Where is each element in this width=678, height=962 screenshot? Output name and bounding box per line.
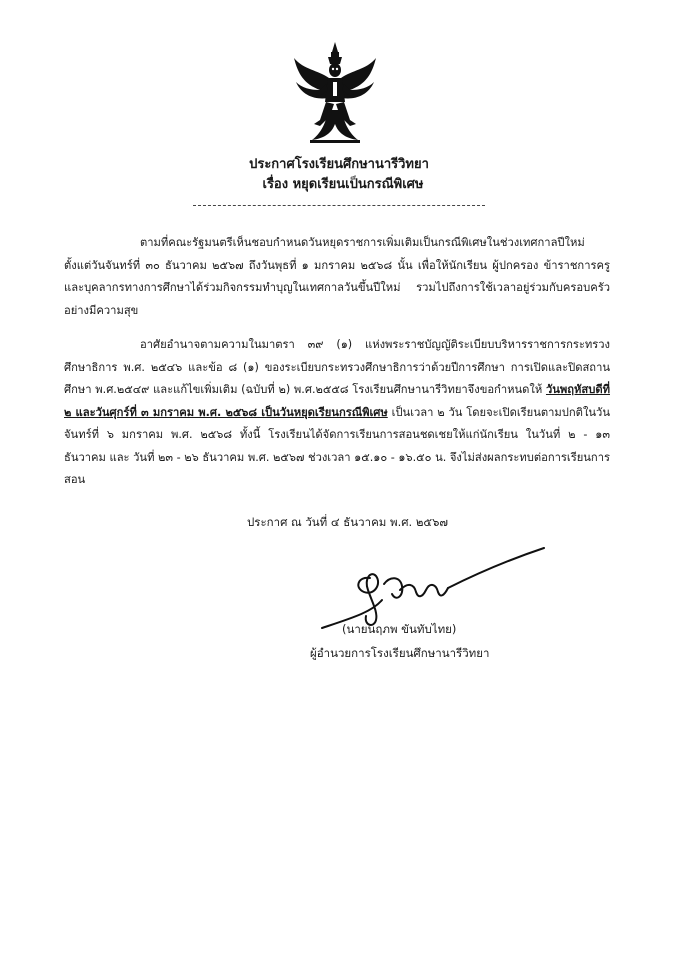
announcement-body [64,232,610,504]
signer-title: ผู้อำนวยการโรงเรียนศึกษานารีวิทยา [310,646,490,660]
holiday-highlight: วันพฤหัสบดีที่ ๒ และวันศุกร์ที่ ๓ มกราคม พ.ศ. ๒๕๖๘ เป็นวันหยุดเรียนกรณีพิเศษ [64,383,610,419]
announcement-subject: เรื่อง หยุดเรียนเป็นกรณีพิเศษ [262,177,424,192]
header-divider [193,205,485,206]
order-text-before: อาศัยอำนาจตามความในมาตรา ๓๙ (๑) แห่งพระราชบัญญัติระเบียบบริหารราชการกระทรวงศึกษาธิการ พ.ศ. ๒๕๔๖ และข้อ ๘ (๑) ของระเบียบกระทรวงศึกษาธิการว่าด้วยปีการศึกษา การเปิดและปิดสถานศึกษา พ.ศ.๒๕๔๙ และแก้ไขเพิ่มเติม (ฉบับที่ ๒) พ.ศ.๒๕๕๘ โรงเรียนศึกษานารีวิทยาจึงขอกำหนดให้ [64,338,610,396]
paragraph-background: ตามที่คณะรัฐมนตรีเห็นชอบกำหนดวันหยุดราชการเพิ่มเติมเป็นกรณีพิเศษในช่วงเทศกาลปีใหม่ ตั้งแต่วันจันทร์ที่ ๓๐ ธันวาคม ๒๕๖๗ ถึงวันพุธที่ ๑ มกราคม ๒๕๖๘ นั้น เพื่อให้นักเรียน ผู้ปกครอง ข้าราชการครูและบุคลากรทางการศึกษาได้ร่วมกิจกรรมทำบุญในเทศกาลวันขึ้นปีใหม่ รวมไปถึงการใช้เวลาอยู่ร่วมกับครอบครัวอย่างมีความสุข [64,236,610,317]
garuda-emblem-icon [290,40,380,145]
document-header [0,155,678,195]
order-text-after: เป็นเวลา ๒ วัน โดยจะเปิดเรียนตามปกติในวันจันทร์ที่ ๖ มกราคม พ.ศ. ๒๕๖๘ ทั้งนี้ โรงเรียนได้จัดการเรียนการสอนชดเชยให้แก่นักเรียน ในวันที่ ๒ - ๑๓ ธันวาคม และ วันที่ ๒๓ - ๒๖ ธันวาคม พ.ศ. ๒๕๖๗ ช่วงเวลา ๑๕.๑๐ - ๑๖.๕๐ น. จึงไม่ส่งผลกระทบต่อการเรียนการสอน [64,405,610,486]
signer-name: (นายนฤภพ ขันทับไทย) [342,622,457,636]
announcement-title: ประกาศโรงเรียนศึกษานารีวิทยา [249,157,429,172]
paragraph-order [64,334,610,492]
announcement-date: ประกาศ ณ วันที่ ๔ ธันวาคม พ.ศ. ๒๕๖๗ [247,515,449,529]
